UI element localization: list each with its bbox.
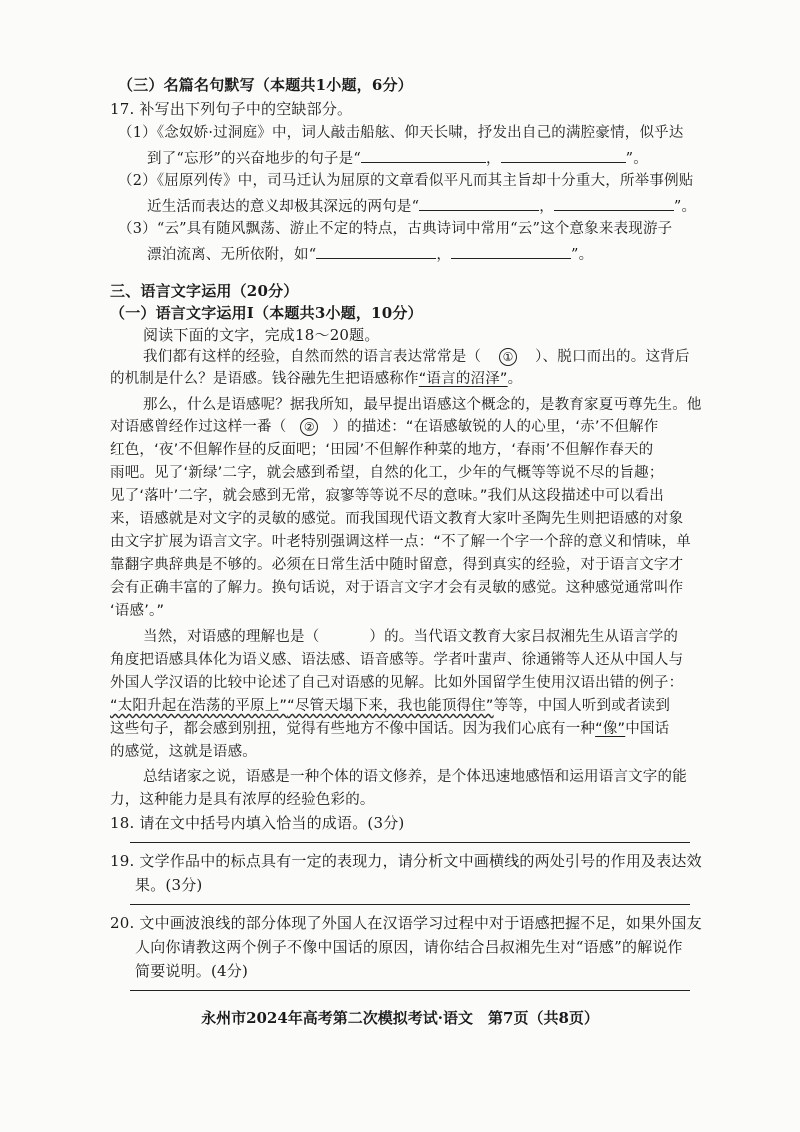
q17-item1-prompt: 到了“忘形”的兴奋地步的句子是“ [147,151,361,167]
question-19-line2: 果。(3分) [135,876,203,894]
passage-text: ）的。当代语文教育大家吕叔湘先生从语言学的 [369,629,679,645]
question-19-line1: 19. 文学作品中的标点具有一定的表现力，请分析文中画横线的两处引号的作用及表达效 [110,852,702,870]
passage-p2-line1: 那么，什么是语感呢？据我所知，最早提出语感这个概念的，是教育家夏丏尊先生。他 [143,397,702,413]
passage-p3-line5 [110,720,669,738]
q17-item2-prompt: 近生活而表达的意义却极其深远的两句是“ [147,199,420,215]
passage-text: ）、脱口而出的。这背后 [535,349,690,365]
q17-item1-line1: （1）《念奴娇·过洞庭》中，词人敲击船舷、仰天长啸，抒发出自己的满腔豪情，似乎达 [118,125,684,141]
part-3-title: 三、语言文字运用（20分） [110,282,299,300]
page-footer: 永州市2024年高考第二次模拟考试·语文 第7页（共8页） [201,1009,599,1027]
answer-blank[interactable] [316,244,436,259]
q17-item3-prompt: 漂泊流离、无所依附，如“ [147,247,317,263]
close-quote: ”。 [625,151,648,167]
close-quote: ”。 [571,247,594,263]
answer-line-19[interactable] [130,904,690,905]
passage-p2-line7: 由文字扩展为语言文字。叶老特别强调这样一点：“不了解一个字一个辞的意义和情味，单 [110,534,692,550]
reading-instruction: 阅读下面的文字，完成18～20题。 [143,326,380,344]
answer-blank[interactable] [451,244,571,259]
question-20-line1: 20. 文中画波浪线的部分体现了外国人在汉语学习过程中对于语感把握不足，如果外国友 [110,914,702,932]
q17-item1-line2 [147,148,648,168]
passage-p2-line6: 来，语感就是对文字的灵敏的感觉。而我国现代语文教育大家叶圣陶先生则把语感的对象 [110,511,684,527]
passage-text: 这些句子，都会感到别扭，觉得有些地方不像中国话。因为我们心底有一种 [110,721,596,737]
question-20-line3: 简要说明。(4分) [135,962,249,980]
q17-item2-line1: （2）《屈原列传》中，司马迁认为屈原的文章看似平凡而其主旨却十分重大，所举事例贴 [118,173,694,189]
q17-item2-line2 [147,196,696,216]
passage-text: 当然，对语感的理解也是（ [143,629,320,645]
passage-p1-line2 [110,370,522,388]
comma: ， [485,151,501,167]
wavy-example-2: “尽管天塌下来，我也能顶得住” [287,698,494,714]
answer-blank[interactable] [554,196,674,211]
close-quote: ”。 [673,199,697,215]
passage-text: 对语感曾经作过这样一番（ [110,419,287,435]
answer-line-20[interactable] [130,990,690,991]
passage-p2-line9: 会有正确丰富的了解力。换句话说，对于语言文字才会有灵敏的感觉。这种感觉通常叫作 [110,580,684,596]
passage-text: 中国话 [625,721,670,737]
passage-text: 。 [507,371,523,387]
underlined-quote-2: “像” [595,721,626,737]
comma: ， [436,247,452,263]
passage-p3-line3: 外国人学汉语的比较中论述了自己对语感的见解。比如外国留学生使用汉语出错的例子： [110,675,684,691]
passage-p2-line8: 靠翻字典辞典是不够的。必须在日常生活中随时留意，得到真实的经验，对于语言文字才 [110,557,684,573]
blank-marker-2: ② [300,418,318,436]
passage-text: 等等，中国人听到或者读到 [493,698,671,714]
blank-marker-1: ① [499,348,517,366]
passage-p3-line1 [143,628,678,646]
comma: ， [539,199,554,215]
passage-p2-line10: ‘语感’。” [110,603,165,619]
q17-item3-line2 [147,244,593,264]
underlined-quote-1: “语言的沼泽” [418,371,508,387]
wavy-example-1: “太阳升起在浩荡的平原上” [110,698,288,714]
passage-text: 我们都有这样的经验，自然而然的语言表达常常是（ [143,349,482,365]
passage-p4-line2: 力，这种能力是具有浓厚的经验色彩的。 [110,792,375,808]
passage-p3-line2: 角度把语感具体化为语义感、语法感、语音感等。学者叶蜚声、徐通锵等人还从中国人与 [110,652,684,668]
passage-text: ）的描述：“在语感敏锐的人的心里，‘赤’不但解作 [332,419,659,435]
answer-blank[interactable] [361,148,486,163]
answer-blank[interactable] [419,196,539,211]
answer-blank[interactable] [501,148,626,163]
passage-p1-line1 [143,348,690,366]
passage-p4-line1: 总结诸家之说，语感是一种个体的语文修养，是个体迅速地感悟和运用语言文字的能 [143,769,687,785]
section-header-recitation: （三）名篇名句默写（本题共1小题，6分） [118,76,413,94]
passage-p2-line3: 红色，‘夜’不但解作昼的反面吧；‘田园’不但解作种菜的地方，‘春雨’不但解作春天的 [110,442,654,458]
question-17-stem: 17. 补写出下列句子中的空缺部分。 [110,100,353,118]
passage-p2-line5: 见了‘落叶’二字，就会感到无常，寂寥等等说不尽的意味。”我们从这段描述中可以看出 [110,488,664,504]
question-18: 18. 请在文中括号内填入恰当的成语。(3分) [110,814,405,832]
question-20-line2: 人向你请教这两个例子不像中国话的原因，请你结合吕叔湘先生对“语感”的解说作 [135,938,683,956]
q17-item3-line1: （3）“云”具有随风飘荡、游止不定的特点，古典诗词中常用“云”这个意象来表现游子 [118,221,673,237]
passage-text: 的机制是什么？是语感。钱谷融先生把语感称作 [110,371,419,387]
subsection-header: （一）语言文字运用Ⅰ（本题共3小题，10分） [110,304,423,322]
passage-p3-line4 [110,697,670,715]
passage-p2-line4: 雨吧。见了‘新绿’二字，就会感到希望，自然的化工，少年的气概等等说不尽的旨趣； [110,465,664,481]
answer-line-18[interactable] [130,842,690,843]
passage-p2-line2 [110,418,658,436]
passage-p3-line6: 的感觉，这就是语感。 [110,744,257,760]
